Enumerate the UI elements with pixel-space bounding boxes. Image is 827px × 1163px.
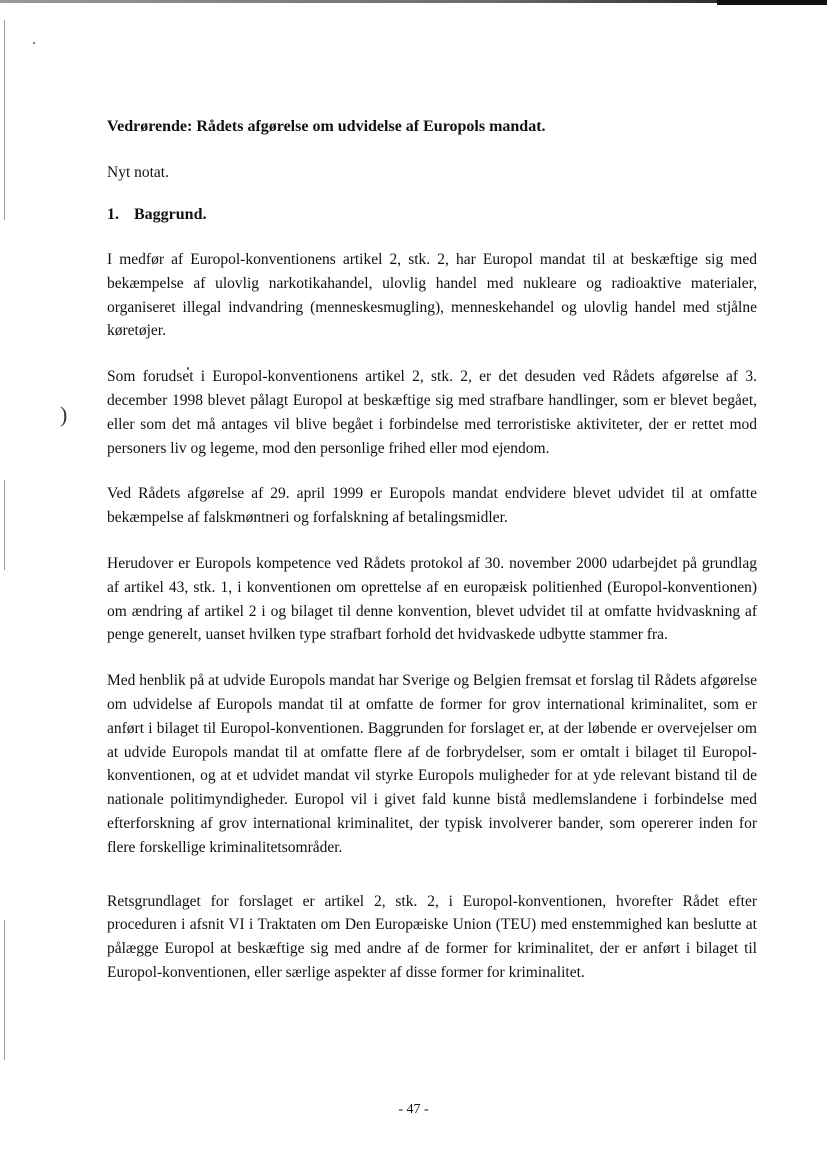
section-title: Baggrund. [134,206,207,223]
paragraph: I medfør af Europol-konventionens artikel 2, stk. 2, har Europol mandat til at beskæftige sig med bekæmpelse af ulovlig narkotikahandel, ulovlig handel med nukleare og radioaktive materialer, organiseret illegal indvandring (menneskesmugling), menneskehandel og ulovlig handel med stjålne køretøjer. [107,251,757,340]
scan-left-edge-mark [4,920,5,1060]
document-page [107,116,757,985]
section-heading [107,204,757,226]
document-subtitle: Nyt notat. [107,164,169,181]
page-number: - 47 - [398,1102,429,1117]
scan-paren-mark: ) [60,402,68,427]
paragraph: Ved Rådets afgørelse af 29. april 1999 er Europols mandat endvidere blevet udvidet til at omfatte bekæmpelse af falskmøntneri og forfalskning af betalingsmidler. [107,485,757,527]
scan-left-edge-mark [4,20,5,220]
document-heading: Vedrørende: Rådets afgørelse om udvidelse af Europols mandat. [107,118,546,135]
paragraph: Retsgrundlaget for forslaget er artikel 2, stk. 2, i Europol-konventionen, hvorefter Rådet efter proceduren i afsnit VI i Traktaten om Den Europæiske Union (TEU) med enstemmighed kan beslutte at pålægge Europol at beskæftige sig med andre af de former for kriminalitet, der er anført i bilaget til Europol-konventionen, eller særlige aspekter af disse former for kriminalitet. [107,892,757,981]
scan-left-edge-mark [4,480,5,570]
scan-top-border-dark [717,0,827,5]
scan-top-border [0,0,827,3]
paragraph: Som forudset i Europol-konventionens artikel 2, stk. 2, er det desuden ved Rådets afgørelse af 3. december 1998 blevet pålagt Europol at beskæftige sig med strafbare handlinger, som er blevet begået, eller som det må antages vil blive begået i forbindelse med terroristiske aktiviteter, der er rettet mod personers liv og legeme, mod den personlige frihed eller mod ejendom. [107,368,757,457]
paragraph: Med henblik på at udvide Europols mandat har Sverige og Belgien fremsat et forslag til Rådets afgørelse om udvidelse af Europols mandat til at omfatte de former for grov international kriminalitet, som er anført i bilaget til Europol-konventionen. Baggrunden for forslaget er, at der løbende er overvejelser om at udvide Europols mandat til at omfatte flere af de forbrydelser, som er omtalt i bilaget til Europol-konventionen, og at et udvidet mandat vil styrke Europols muligheder for at yde relevant bistand til de nationale politimyndigheder. Europol vil i givet fald kunne bistå medlemslandene i forbindelse med efterforskning af grov international kriminalitet, der typisk involverer bander, som opererer inden for flere forskellige kriminalitetsområder. [107,672,757,856]
scan-speck [33,42,35,44]
section-number: 1. [107,206,119,223]
paragraph: Herudover er Europols kompetence ved Rådets protokol af 30. november 2000 udarbejdet på grundlag af artikel 43, stk. 1, i konventionen om oprettelse af en europæisk politienhed (Europol-konventionen) om ændring af artikel 2 i og bilaget til denne konvention, blevet udvidet til at omfatte hvidvaskning af penge generelt, uanset hvilken type strafbart forhold det hvidvaskede udbytte stammer fra. [107,554,757,644]
